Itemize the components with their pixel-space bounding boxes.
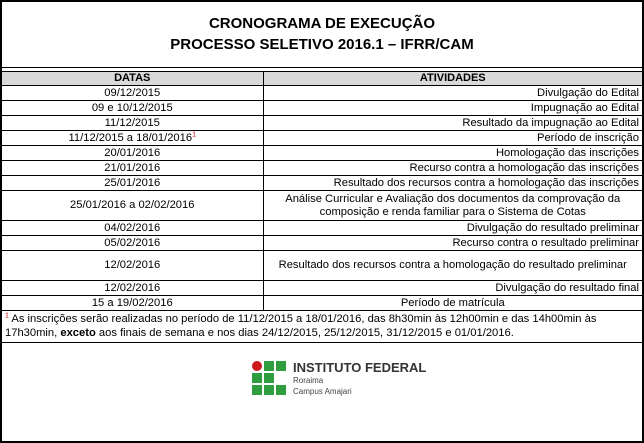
row-activity: Recurso contra o resultado preliminar	[263, 236, 642, 251]
row-date: 20/01/2016	[2, 146, 263, 161]
institution-campus: Campus Amajari	[293, 387, 352, 396]
footnote-text-a: As inscrições serão realizadas no período de 11/12/2015 a 18/01/2016, das 8h30min às 12h00min e das 14h00min às 17h30min,	[5, 313, 597, 339]
schedule-table	[2, 71, 642, 311]
row-activity: Homologação das inscrições	[263, 146, 642, 161]
document-title	[2, 2, 642, 68]
table-row	[2, 116, 642, 131]
row-activity: Impugnação ao Edital	[263, 101, 642, 116]
row-activity: Resultado da impugnação ao Edital	[263, 116, 642, 131]
row-date: 21/01/2016	[2, 161, 263, 176]
ifrr-logo-icon	[252, 361, 288, 397]
row-date: 04/02/2016	[2, 221, 263, 236]
institution-logo	[252, 361, 426, 397]
table-row	[2, 86, 642, 101]
table-row	[2, 161, 642, 176]
row-date: 25/01/2016 a 02/02/2016	[2, 191, 263, 221]
table-row	[2, 101, 642, 116]
logo-text	[293, 361, 426, 397]
table-row	[2, 131, 642, 146]
institution-name: INSTITUTO FEDERAL	[293, 360, 427, 375]
header-dates: DATAS	[2, 72, 263, 86]
row-date: 12/02/2016	[2, 281, 263, 296]
footnote-text-b: aos finais de semana e nos dias 24/12/2015, 25/12/2015, 31/12/2015 e 01/01/2016.	[95, 327, 514, 339]
row-activity: Período de matrícula	[263, 296, 642, 311]
row-date: 25/01/2016	[2, 176, 263, 191]
table-row	[2, 236, 642, 251]
row-activity: Divulgação do resultado preliminar	[263, 221, 642, 236]
footnote	[2, 311, 642, 343]
row-date: 09/12/2015	[2, 86, 263, 101]
row-activity: Resultado dos recursos contra a homologação do resultado preliminar	[263, 251, 642, 281]
table-row	[2, 296, 642, 311]
row-date: 12/02/2016	[2, 251, 263, 281]
table-row	[2, 146, 642, 161]
logo-area	[2, 343, 642, 415]
title-line-2: PROCESSO SELETIVO 2016.1 – IFRR/CAM	[170, 36, 474, 53]
title-line-1: CRONOGRAMA DE EXECUÇÃO	[208, 15, 436, 32]
row-date	[2, 131, 263, 146]
row-date: 05/02/2016	[2, 236, 263, 251]
table-header-row	[2, 72, 642, 86]
footnote-marker: 1	[192, 130, 196, 138]
header-activities: ATIVIDADES	[263, 72, 642, 86]
row-date: 11/12/2015	[2, 116, 263, 131]
row-activity: Período de inscrição	[263, 131, 642, 146]
row-activity: Divulgação do resultado final	[263, 281, 642, 296]
footnote-bold: exceto	[60, 327, 96, 339]
row-activity: Análise Curricular e Avaliação dos documentos da comprovação da composição e renda familiar para o Sistema de Cotas	[263, 191, 642, 221]
table-row	[2, 251, 642, 281]
row-date: 15 a 19/02/2016	[2, 296, 263, 311]
table-row	[2, 176, 642, 191]
footnote-marker: 1	[5, 312, 9, 320]
table-row	[2, 281, 642, 296]
row-date-text: 11/12/2015 a 18/01/2016	[68, 131, 193, 144]
table-row	[2, 191, 642, 221]
row-activity: Recurso contra a homologação das inscrições	[263, 161, 642, 176]
row-activity: Resultado dos recursos contra a homologação das inscrições	[263, 176, 642, 191]
row-date: 09 e 10/12/2015	[2, 101, 263, 116]
row-activity: Divulgação do Edital	[263, 86, 642, 101]
institution-state: Roraima	[293, 376, 324, 385]
table-row	[2, 221, 642, 236]
